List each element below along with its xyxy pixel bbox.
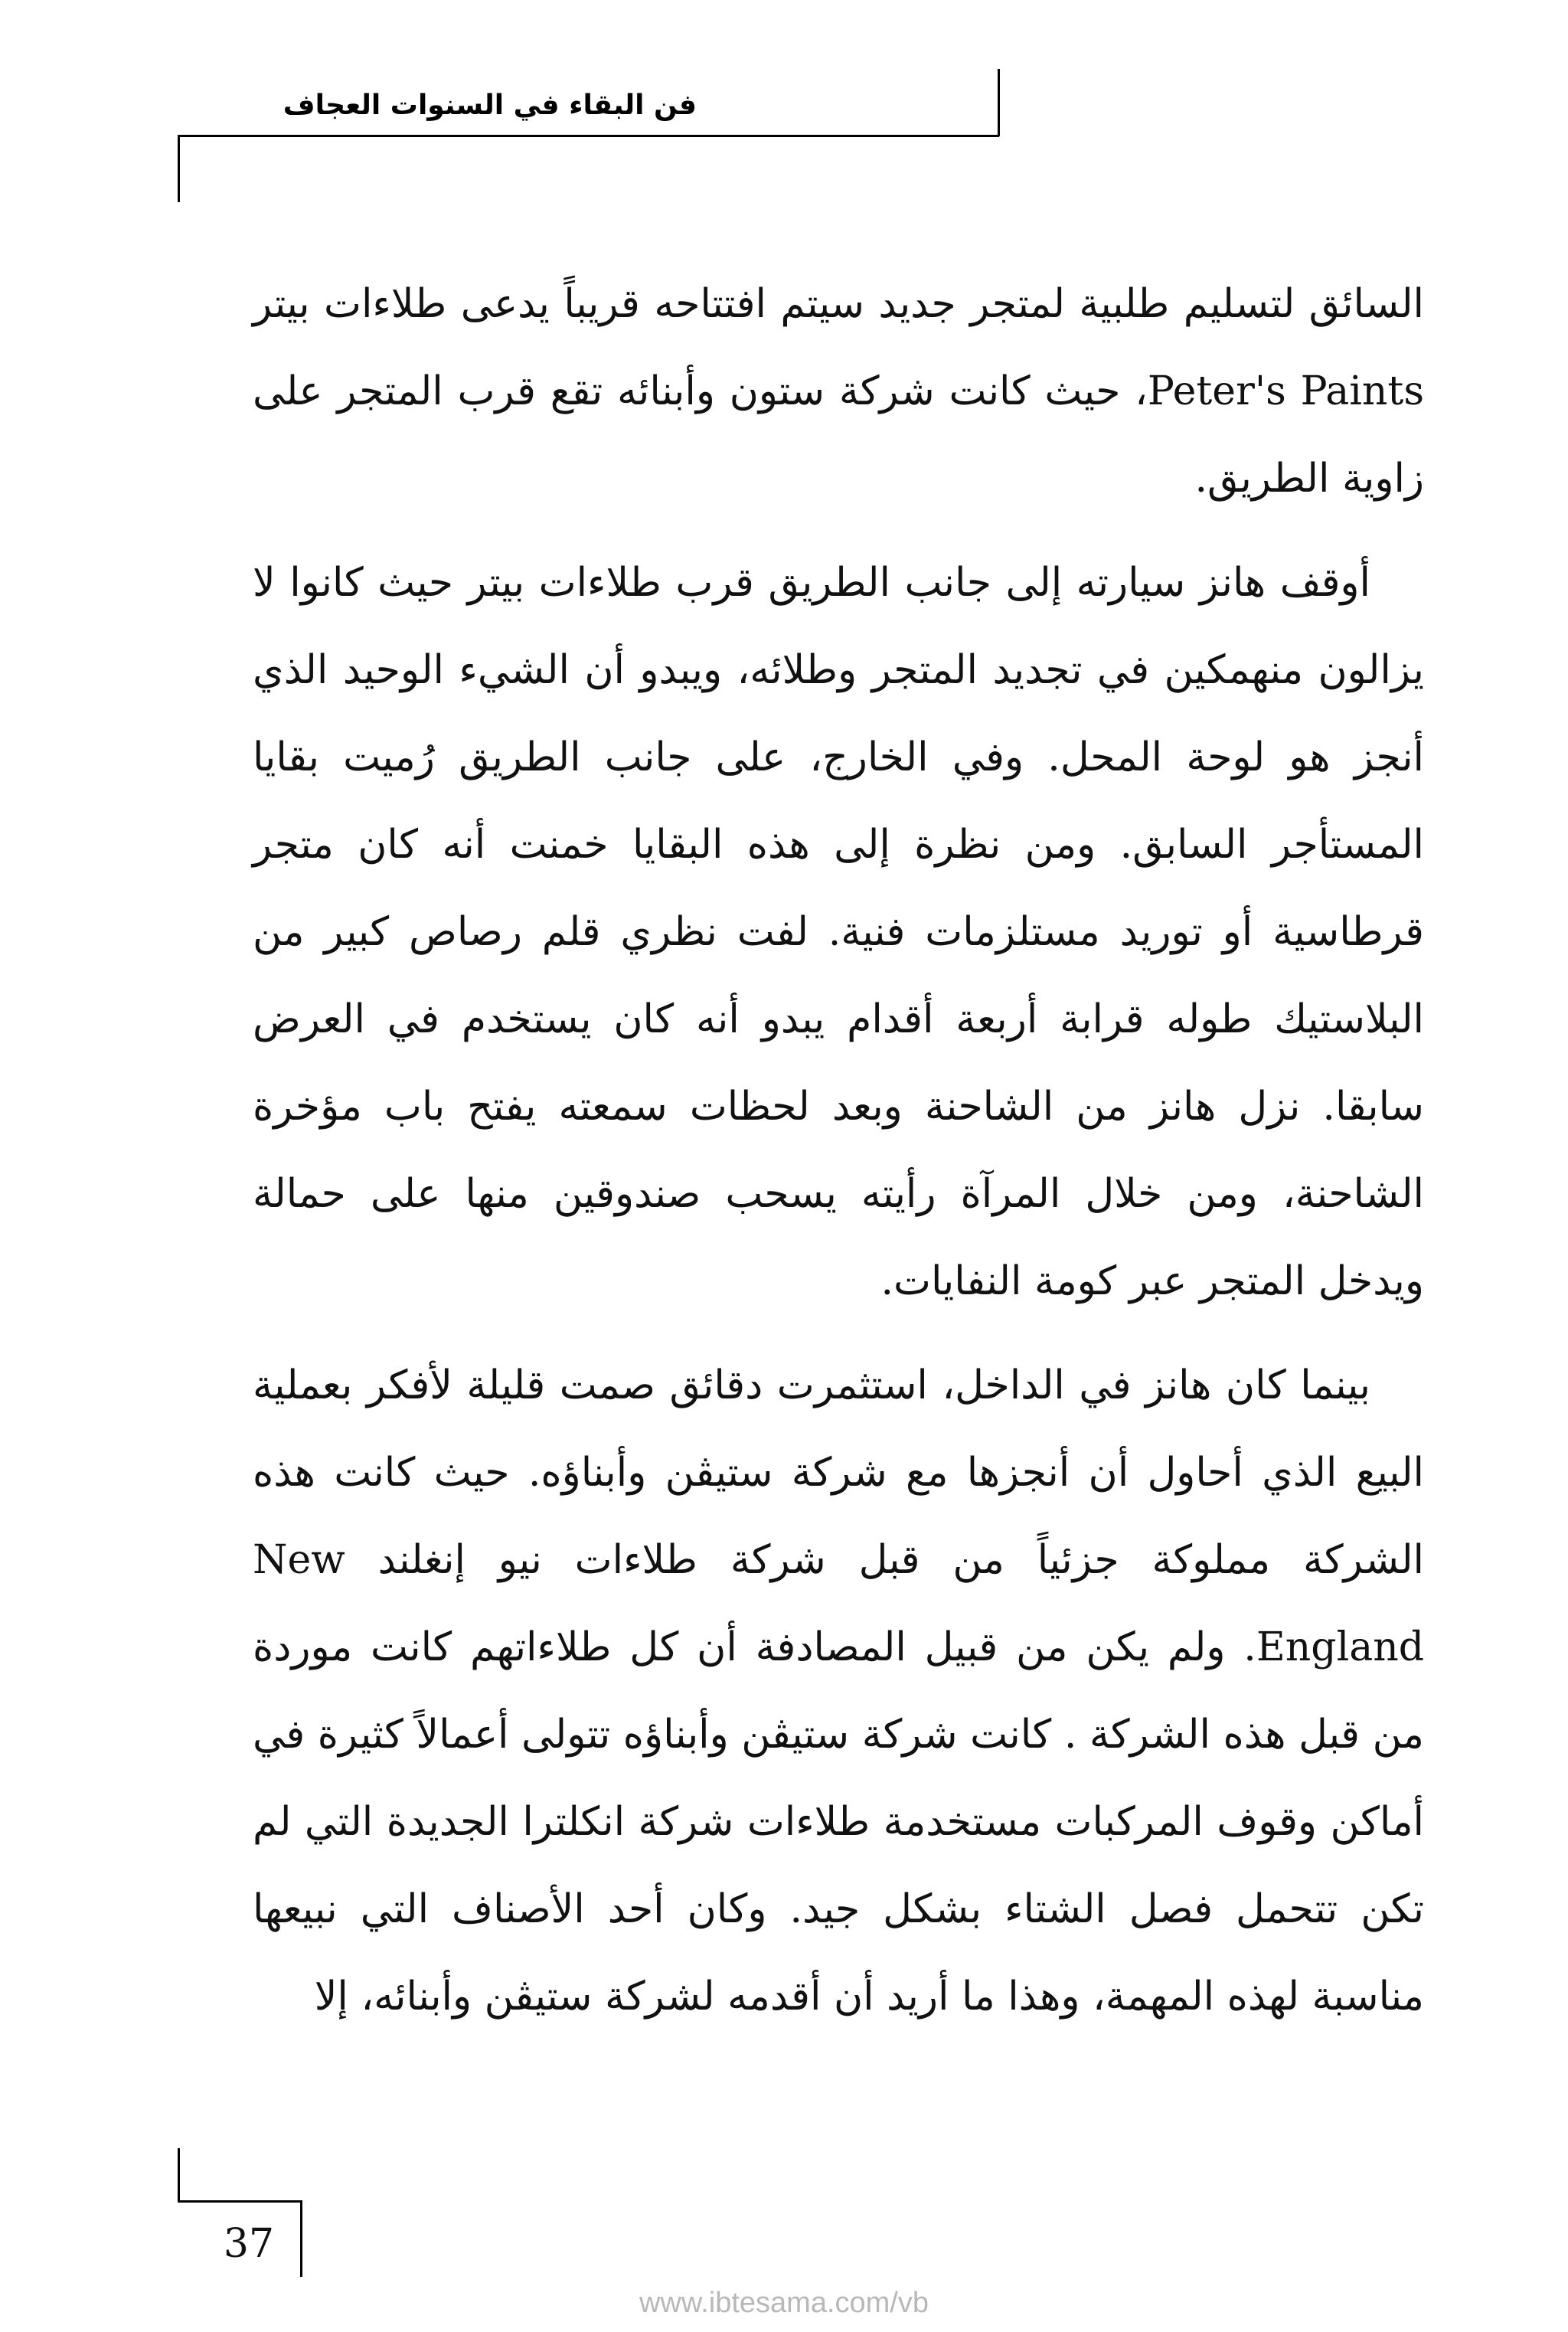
paragraph-3: بينما كان هانز في الداخل، استثمرت دقائق صمت قليلة لأفكر بعملية البيع الذي أحاول أن أنجزها مع شركة ستيڤن وأبناؤه. حيث كانت هذه الشركة مملوكة جزئياً من قبل شركة طلاءات نيو إنغلند New England. ولم يكن من قبيل المصادفة أن كل طلاءاتهم كانت موردة من قبل هذه الشركة . كانت شركة ستيڤن وأبناؤه تتولى أعمالاً كثيرة في أماكن وقوف المركبات مستخدمة طلاءات شركة انكلترا الجديدة التي لم تكن تتحمل فصل الشتاء بشكل جيد. وكان أحد الأصناف التي نبيعها مناسبة لهذه المهمة، وهذا ما أريد أن أقدمه لشركة ستيڤن وأبنائه، إلا xyxy=(253,1362,1424,2020)
footer-rule-horizontal xyxy=(178,2200,302,2203)
header-rule-right xyxy=(998,69,1000,136)
page-number: 37 xyxy=(223,2221,275,2267)
footer-rule-vertical xyxy=(178,2148,180,2202)
paragraph-2: أوقف هانز سيارته إلى جانب الطريق قرب طلاءات بيتر حيث كانوا لا يزالون منهمكين في تجديد المتجر وطلائه، ويبدو أن الشيء الوحيد الذي أنجز هو لوحة المحل. وفي الخارج، على جانب الطريق رُميت بقايا المستأجر السابق. ومن نظرة إلى هذه البقايا خمنت أنه كان متجر قرطاسية أو توريد مستلزمات فنية. لفت نظري قلم رصاص كبير من البلاستيك طوله قرابة أربعة أقدام يبدو أنه كان يستخدم في العرض سابقا. نزل هانز من الشاحنة وبعد لحظات سمعته يفتح باب مؤخرة الشاحنة، ومن خلال المرآة رأيته يسحب صندوقين منها على حمالة ويدخل المتجر عبر كومة النفايات. xyxy=(253,560,1424,1304)
header-rule-horizontal xyxy=(178,135,999,137)
header-rule-left xyxy=(178,135,180,202)
running-header-title: فن البقاء في السنوات العجاف xyxy=(283,90,697,121)
page-body xyxy=(253,260,1424,2040)
paragraph-1: السائق لتسليم طلبية لمتجر جديد سيتم افتتاحه قريباً يدعى طلاءات بيتر Peter's Paints، حيث كانت شركة ستون وأبنائه تقع قرب المتجر على زاوية الطريق. xyxy=(253,281,1425,502)
watermark-link[interactable]: www.ibtesama.com/vb xyxy=(639,2287,929,2319)
footer-rule-vertical-right xyxy=(300,2200,302,2277)
